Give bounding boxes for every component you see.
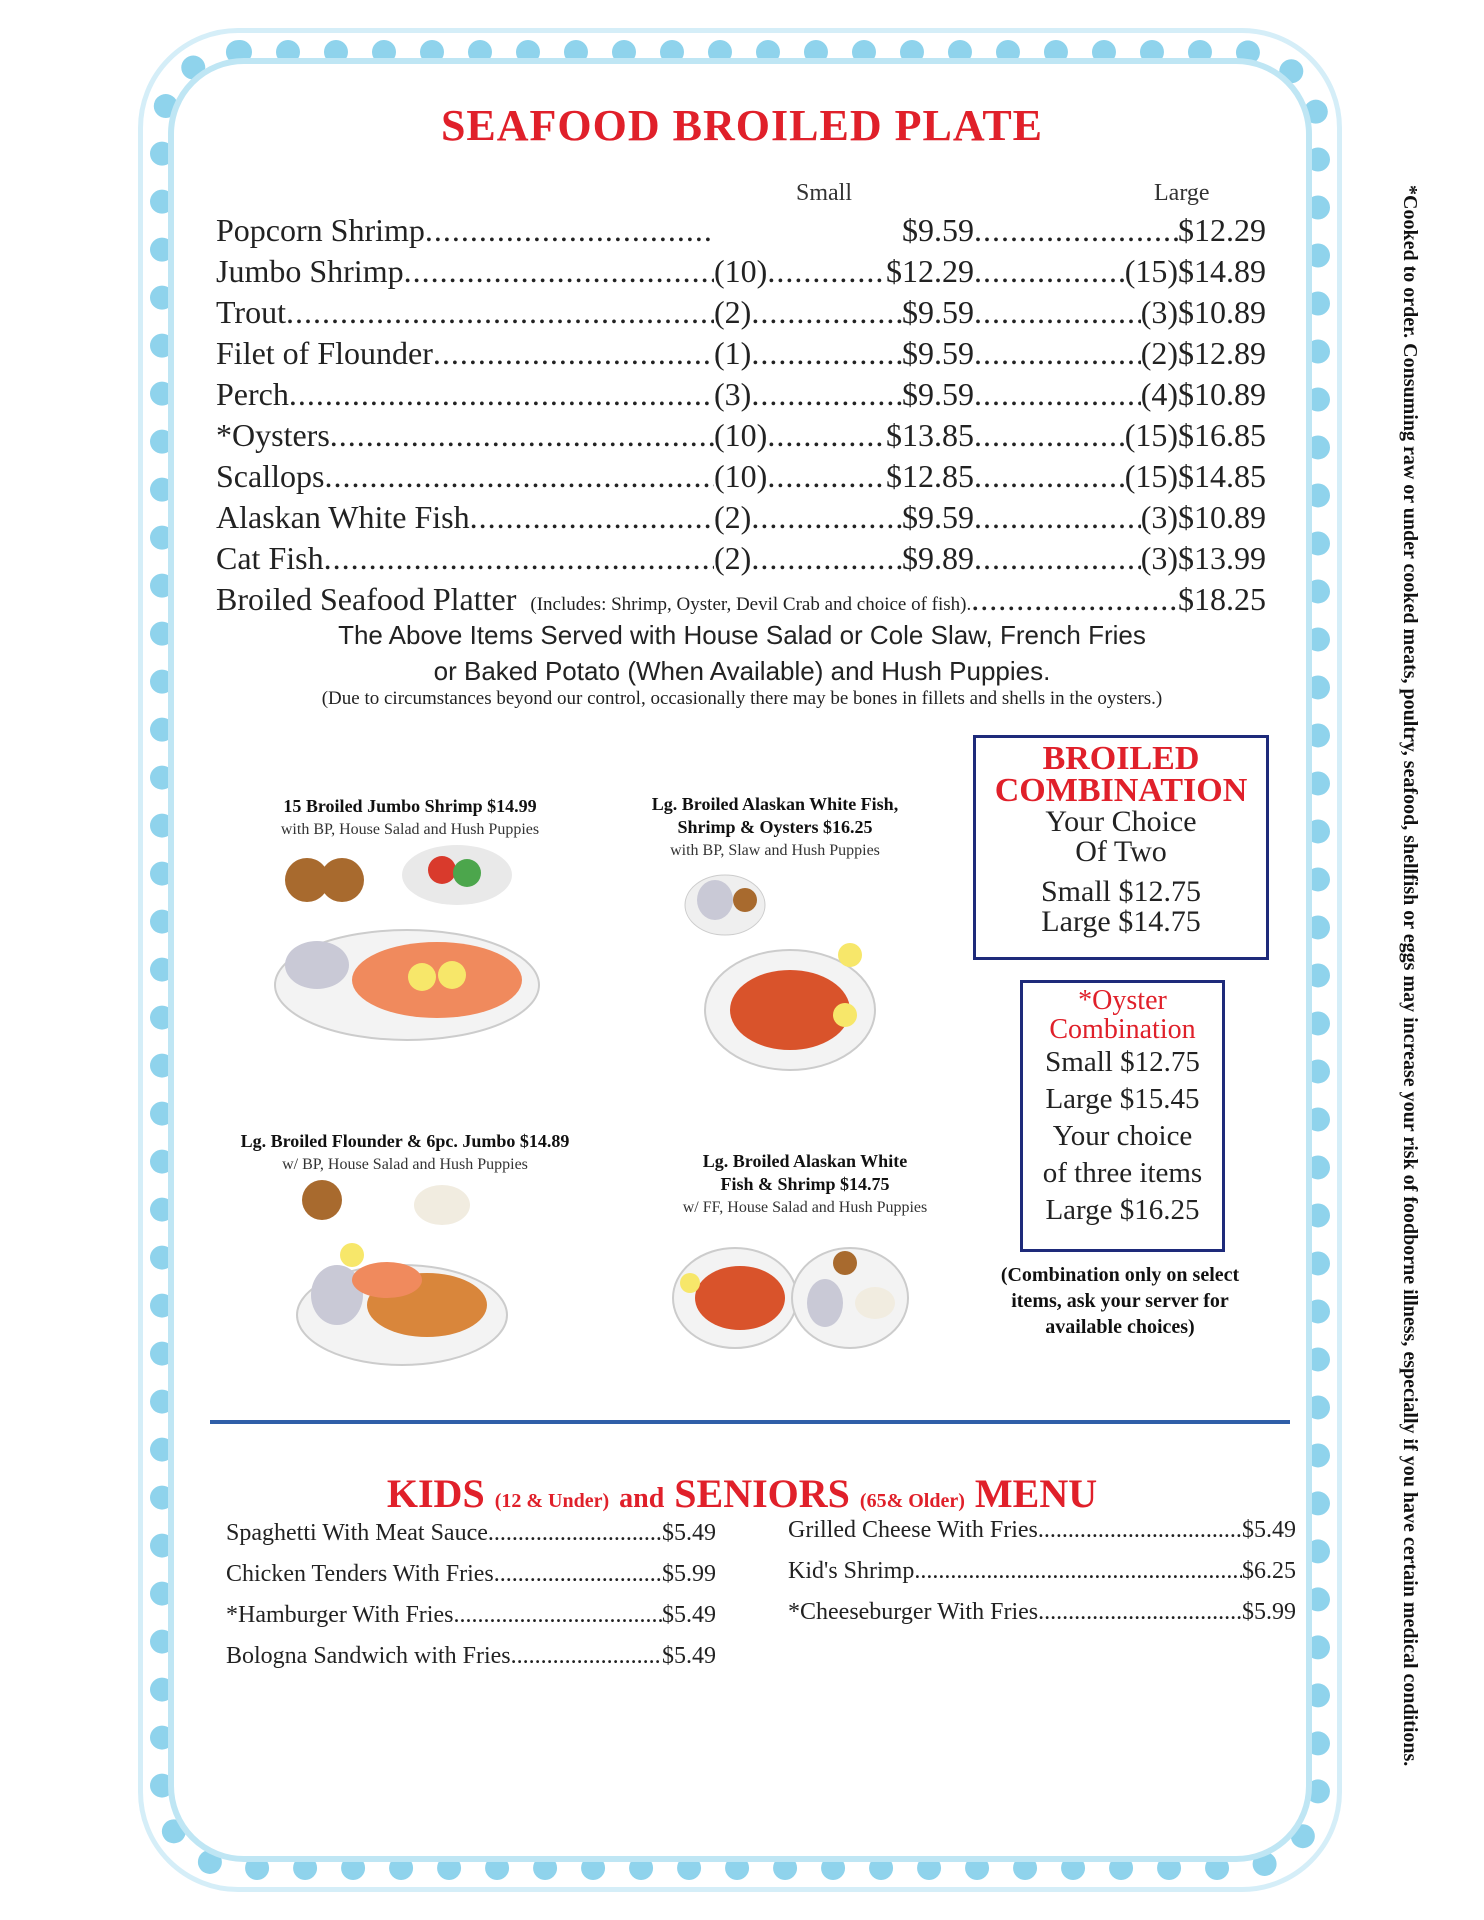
- list-item: Bologna Sandwich with Fries ..... $5.49: [226, 1643, 716, 1684]
- platter-item: Broiled Seafood Platter (Includes: Shrimp, Oyster, Devil Crab and choice of fish). ..... $18.25: [216, 581, 1266, 622]
- menu-item: Perch ..... (3) ..... $9.59 ..... (4) $10.89: [216, 376, 1266, 417]
- menu-item: Cat Fish ..... (2) ..... $9.89 ..... (3) $13.99: [216, 540, 1266, 581]
- broiled-combination-box: BROILED COMBINATION Your Choice Of Two Small $12.75 Large $14.75: [973, 735, 1269, 960]
- photo-whitefish-shrimp-oysters: [680, 865, 880, 1080]
- photo-caption-2: Lg. Broiled Alaskan White Fish, Shrimp & Oysters $16.25 with BP, Slaw and Hush Puppies: [651, 794, 899, 859]
- photo-whitefish-shrimp: [670, 1238, 910, 1353]
- health-warning: *Cooked to order. Consuming raw or under cooked meats, poultry, seafood, shellfish or eggs may increase your risk of foodborne illness, especially if you have certain medical conditions.: [1399, 185, 1421, 1767]
- menu-item: Alaskan White Fish ..... (2) ..... $9.59 ..... (3) $10.89: [216, 499, 1266, 540]
- menu-item: *Oysters ..... (10) ..... $13.85 ..... (15) $16.85: [216, 417, 1266, 458]
- list-item: Chicken Tenders With Fries ..... $5.99: [226, 1561, 716, 1602]
- served-with-line-1: The Above Items Served with House Salad or Cole Slaw, French Fries: [338, 620, 1146, 650]
- menu-item: Filet of Flounder ..... (1) ..... $9.59 ..... (2) $12.89: [216, 335, 1266, 376]
- photo-caption-1: 15 Broiled Jumbo Shrimp $14.99 with BP, House Salad and Hush Puppies: [280, 796, 540, 838]
- menu-item: Jumbo Shrimp ..... (10) ..... $12.29 ..... (15) $14.89: [216, 253, 1266, 294]
- column-small-header: Small: [796, 180, 853, 206]
- kids-menu-left: [226, 1520, 716, 1684]
- photo-flounder-jumbo-shrimp: [292, 1175, 517, 1370]
- section-divider: [210, 1420, 1290, 1424]
- seafood-menu-list: [216, 212, 1266, 622]
- menu-item: Trout ..... (2) ..... $9.59 ..... (3) $10.89: [216, 294, 1266, 335]
- list-item: Grilled Cheese With Fries ..... $5.49: [788, 1517, 1296, 1558]
- oyster-combination-box: *Oyster Combination Small $12.75 Large $15.45 Your choice of three items Large $16.25: [1020, 980, 1225, 1252]
- column-large-header: Large: [1154, 180, 1210, 206]
- combination-note: (Combination only on select items, ask your server for available choices): [1000, 1264, 1240, 1338]
- list-item: *Cheeseburger With Fries ..... $5.99: [788, 1599, 1296, 1640]
- menu-item: Scallops ..... (10) ..... $12.85 ..... (15) $14.85: [216, 458, 1266, 499]
- bones-disclaimer: (Due to circumstances beyond our control, occasionally there may be bones in fillets and shells in the oysters.): [321, 688, 1163, 709]
- served-with-line-2: or Baked Potato (When Available) and Hush Puppies.: [433, 656, 1051, 686]
- list-item: *Hamburger With Fries ..... $5.49: [226, 1602, 716, 1643]
- list-item: Kid's Shrimp ..... $6.25: [788, 1558, 1296, 1599]
- menu-item: Popcorn Shrimp ..... $9.59 ..... $12.29: [216, 212, 1266, 253]
- photo-caption-4: Lg. Broiled Alaskan White Fish & Shrimp $14.75 w/ FF, House Salad and Hush Puppies: [682, 1151, 928, 1216]
- page-title: SEAFOOD BROILED PLATE: [440, 101, 1044, 150]
- photo-jumbo-shrimp-plate: [262, 845, 542, 1045]
- kids-menu-right: [788, 1517, 1296, 1640]
- kids-seniors-title: KIDS (12 & Under) and SENIORS (65& Older) MENU: [386, 1471, 1098, 1516]
- list-item: Spaghetti With Meat Sauce ..... $5.49: [226, 1520, 716, 1561]
- photo-caption-3: Lg. Broiled Flounder & 6pc. Jumbo $14.89 w/ BP, House Salad and Hush Puppies: [240, 1131, 570, 1173]
